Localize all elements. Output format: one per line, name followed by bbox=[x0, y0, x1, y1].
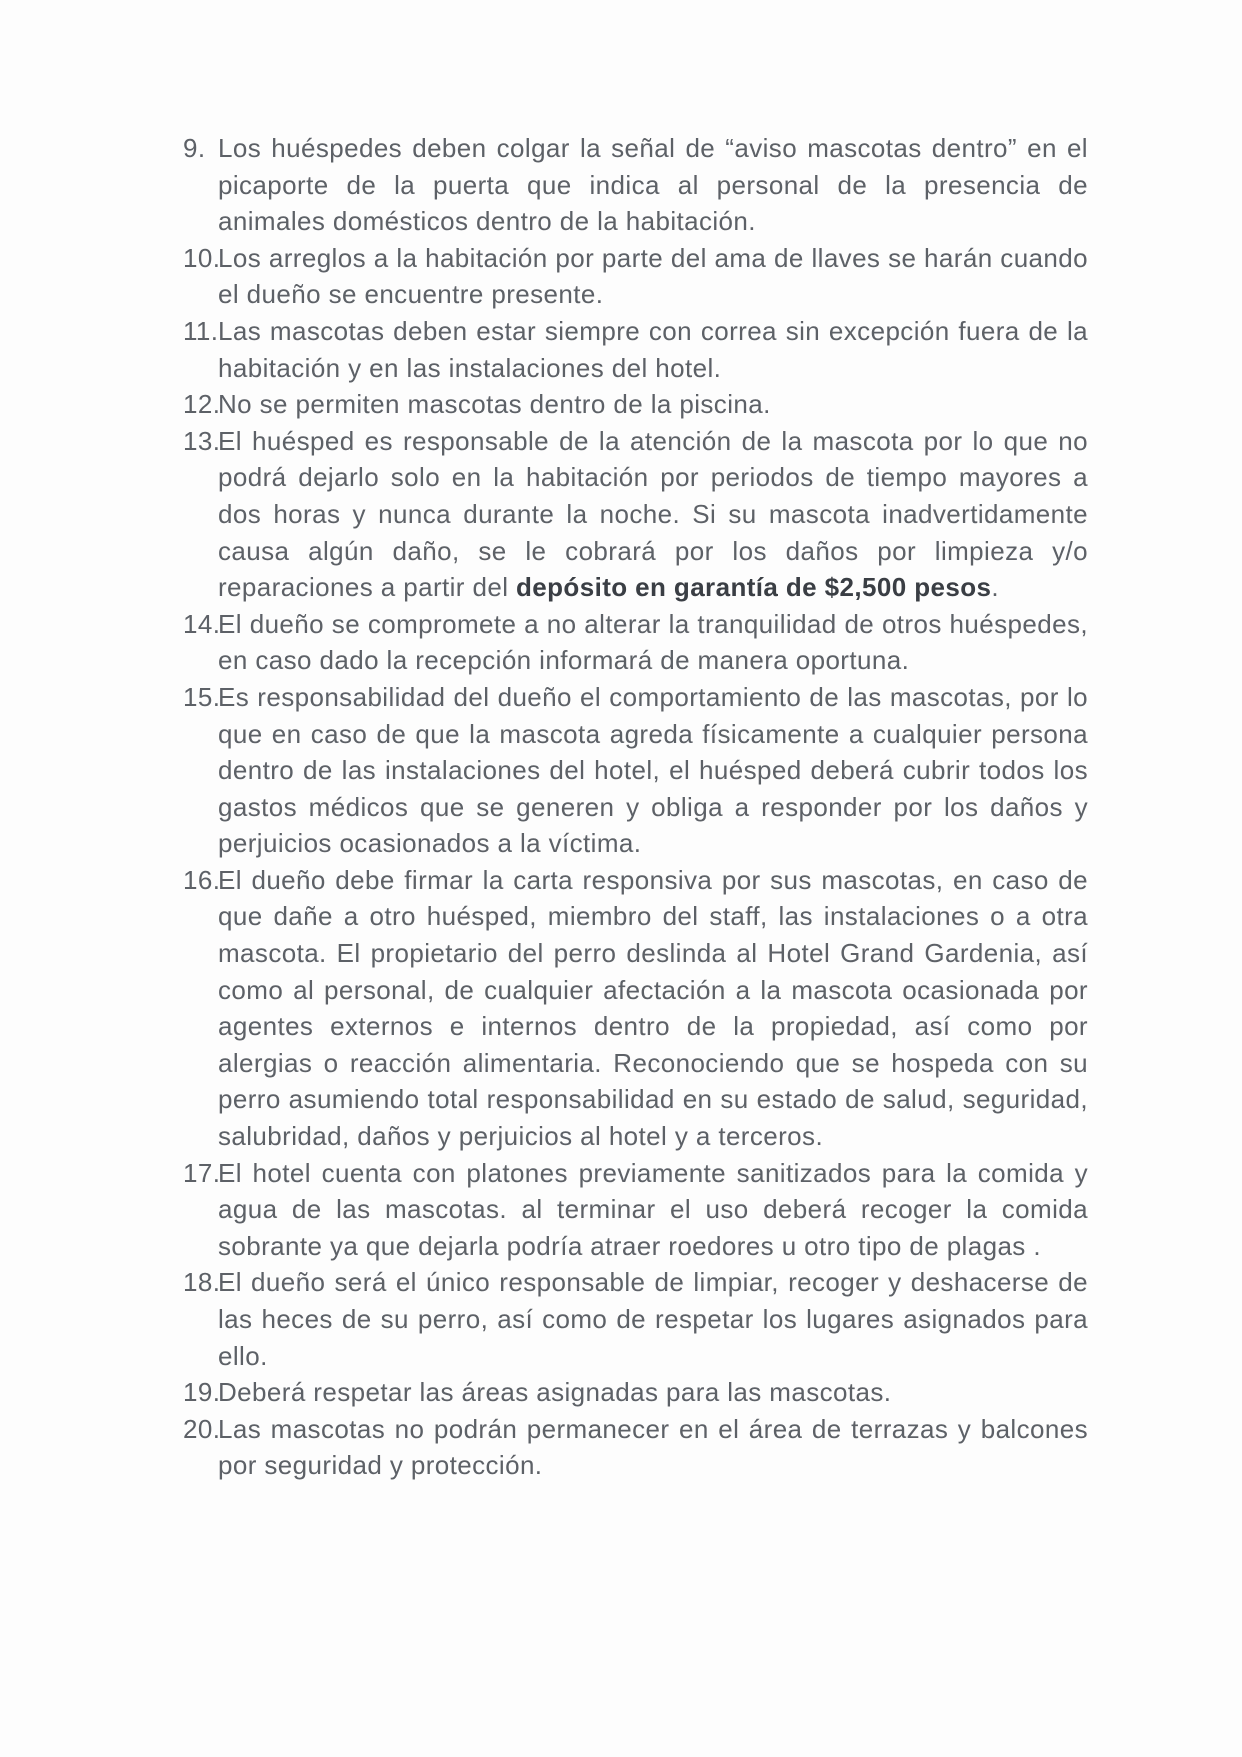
list-item bbox=[183, 606, 1088, 679]
list-item bbox=[183, 240, 1088, 313]
list-item-number: 12. bbox=[183, 389, 221, 420]
text-run: Las mascotas deben estar siempre con correa sin excepción fuera de la habitación y en las instalaciones del hotel. bbox=[218, 315, 1088, 383]
list-item-number: 13. bbox=[183, 425, 221, 456]
list-item-number: 18. bbox=[183, 1267, 221, 1298]
list-item bbox=[183, 130, 1088, 240]
text-run: Deberá respetar las áreas asignadas para las mascotas. bbox=[218, 1377, 892, 1408]
bold-text-run: depósito en garantía de $2,500 pesos bbox=[516, 572, 992, 603]
list-item-text bbox=[218, 682, 1088, 858]
list-item-text bbox=[218, 609, 1088, 676]
list-item bbox=[183, 1374, 1088, 1411]
list-item-number: 20. bbox=[183, 1413, 221, 1444]
list-item-text bbox=[218, 133, 1088, 236]
list-item-text bbox=[218, 865, 1088, 1151]
list-item-number: 11. bbox=[183, 315, 219, 346]
text-run: Los arreglos a la habitación por parte del ama de llaves se harán cuando el dueño se encuentre presente. bbox=[218, 242, 1088, 310]
list-item-text bbox=[218, 426, 1088, 602]
list-item-number: 17. bbox=[183, 1157, 221, 1188]
list-item-number: 16. bbox=[183, 864, 221, 895]
list-item-number: 14. bbox=[183, 608, 221, 639]
list-item bbox=[183, 423, 1088, 606]
list-item-text bbox=[218, 1414, 1088, 1481]
list-item-text bbox=[218, 1267, 1088, 1370]
text-run: El dueño será el único responsable de limpiar, recoger y deshacerse de las heces de su perro, así como de respetar los lugares asignados para ello. bbox=[218, 1267, 1088, 1371]
list-item bbox=[183, 862, 1088, 1155]
list-item-number: 19. bbox=[183, 1377, 221, 1408]
list-item-text bbox=[218, 1158, 1088, 1261]
list-item bbox=[183, 1155, 1088, 1265]
text-run: . bbox=[991, 572, 999, 603]
list-item-text bbox=[218, 316, 1088, 383]
list-item-text bbox=[218, 1377, 891, 1407]
list-item-number: 10. bbox=[183, 242, 221, 273]
list-item bbox=[183, 313, 1088, 386]
pet-rules-list bbox=[183, 130, 1088, 1484]
list-item bbox=[183, 1264, 1088, 1374]
text-run: Es responsabilidad del dueño el comportamiento de las mascotas, por lo que en caso de que la mascota agreda físicamente a cualquier persona dentro de las instalaciones del hotel, el huésped deberá cubrir todos los gastos médicos que se generen y obliga a responder por los daños y perjuicios ocasionados a la víctima. bbox=[218, 681, 1088, 859]
list-item bbox=[183, 386, 1088, 423]
list-item-number: 9. bbox=[183, 133, 206, 163]
text-run: El hotel cuenta con platones previamente sanitizados para la comida y agua de las mascotas. al terminar el uso deberá recoger la comida sobrante ya que dejarla podría atraer roedores u otro tipo de plagas . bbox=[218, 1157, 1088, 1261]
text-run: Los huéspedes deben colgar la señal de “aviso mascotas dentro” en el picaporte de la puerta que indica al personal de la presencia de animales domésticos dentro de la habitación. bbox=[218, 133, 1088, 237]
list-item-number: 15. bbox=[183, 681, 221, 712]
text-run: El dueño debe firmar la carta responsiva por sus mascotas, en caso de que dañe a otro huésped, miembro del staff, las instalaciones o a otra mascota. El propietario del perro deslinda al Hotel Grand Gardenia, así como al personal, de cualquier afectación a la mascota ocasionada por agentes externos e internos dentro de la propiedad, así como por alergias o reacción alimentaria. Reconociendo que se hospeda con su perro asumiendo total responsabilidad en su estado de salud, seguridad, salubridad, daños y perjuicios al hotel y a terceros. bbox=[218, 864, 1088, 1152]
text-run: Las mascotas no podrán permanecer en el área de terrazas y balcones por seguridad y protección. bbox=[218, 1413, 1088, 1481]
text-run: No se permiten mascotas dentro de la piscina. bbox=[218, 389, 771, 420]
list-item bbox=[183, 1411, 1088, 1484]
list-item-text bbox=[218, 243, 1088, 310]
text-run: El huésped es responsable de la atención de la mascota por lo que no podrá dejarlo solo en la habitación por periodos de tiempo mayores a dos horas y nunca durante la noche. Si su mascota inadvertidamente causa algún daño, se le cobrará por los daños por limpieza y/o reparaciones a partir del bbox=[218, 425, 1088, 603]
text-run: El dueño se compromete a no alterar la tranquilidad de otros huéspedes, en caso dado la recepción informará de manera oportuna. bbox=[218, 608, 1088, 676]
list-item-text bbox=[218, 389, 771, 419]
list-item bbox=[183, 679, 1088, 862]
